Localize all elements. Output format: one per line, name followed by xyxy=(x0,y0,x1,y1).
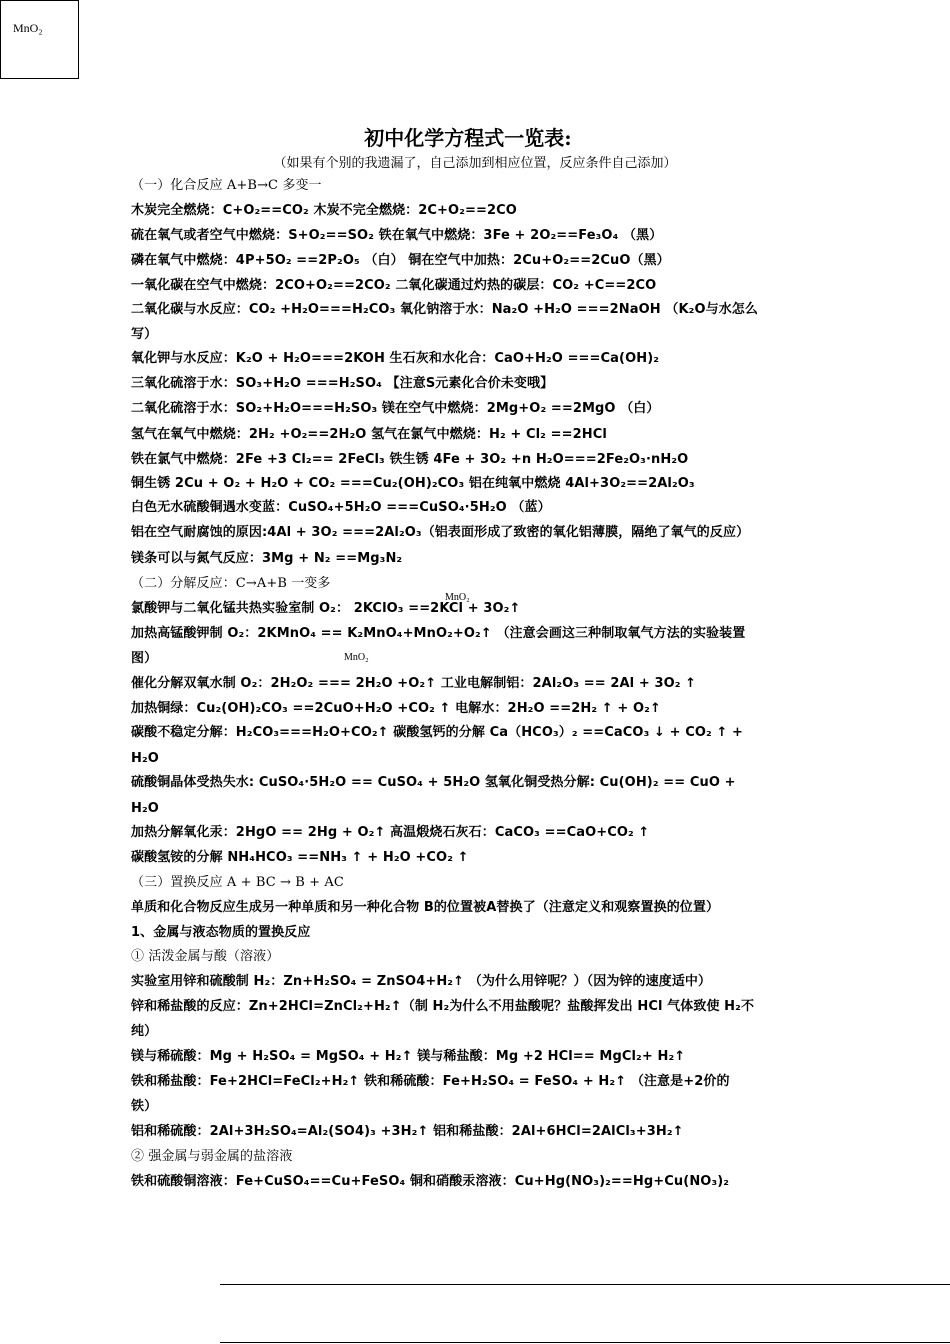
equation-line: H₂O xyxy=(131,751,159,766)
equation-line: H₂O xyxy=(131,801,159,816)
equation-line: 锌和稀盐酸的反应：Zn+2HCl=ZnCl₂+H₂↑（制 H₂为什么不用盐酸呢？盐酸挥发出 HCl 气体致使 H₂不 xyxy=(131,999,755,1014)
equation-line: 镁条可以与氮气反应：3Mg + N₂ ==Mg₃N₂ xyxy=(131,551,403,566)
catalyst-note: MnO₂ xyxy=(344,652,369,663)
section-heading: （三）置换反应 A + BC → B + AC xyxy=(131,875,344,890)
page-title: 初中化学方程式一览表: xyxy=(364,126,572,150)
corner-box xyxy=(0,0,79,79)
equation-line: 氯酸钾与二氧化锰共热实验室制 O₂： 2KClO₃ ==2KCl + 3O₂↑ xyxy=(131,601,521,616)
corner-box-label: MnO₂ xyxy=(13,21,43,35)
equation-line: 二氧化硫溶于水：SO₂+H₂O===H₂SO₃ 镁在空气中燃烧：2Mg+O₂ ==2MgO （白） xyxy=(131,401,660,416)
equation-line: 催化分解双氧水制 O₂：2H₂O₂ === 2H₂O +O₂↑ 工业电解制铝：2Al₂O₃ == 2Al + 3O₂ ↑ xyxy=(131,676,697,691)
equation-line: 镁与稀硫酸：Mg + H₂SO₄ = MgSO₄ + H₂↑ 镁与稀盐酸：Mg +2 HCl== MgCl₂+ H₂↑ xyxy=(131,1049,686,1064)
equation-line: 磷在氧气中燃烧：4P+5O₂ ==2P₂O₅ （白） 铜在空气中加热：2Cu+O₂==2CuO（黑） xyxy=(131,253,670,268)
equation-line: 木炭完全燃烧：C+O₂==CO₂ 木炭不完全燃烧：2C+O₂==2CO xyxy=(131,203,517,218)
equation-line: 加热高锰酸钾制 O₂：2KMnO₄ == K₂MnO₄+MnO₂+O₂↑ （注意会画这三种制取氧气方法的实验装置 xyxy=(131,626,746,641)
equation-line: 纯） xyxy=(131,1024,158,1039)
equation-line: 铝和稀硫酸：2Al+3H₂SO₄=Al₂(SO4)₃ +3H₂↑ 铝和稀盐酸：2Al+6HCl=2AlCl₃+3H₂↑ xyxy=(131,1124,684,1139)
footer-rule xyxy=(220,1342,950,1343)
equation-line: 图） xyxy=(131,651,158,666)
equation-line: 硫在氧气或者空气中燃烧：S+O₂==SO₂ 铁在氧气中燃烧：3Fe + 2O₂==Fe₃O₄ （黑） xyxy=(131,228,663,243)
subsection-heading: 1、金属与液态物质的置换反应 xyxy=(131,925,311,940)
equation-line: 铝在空气耐腐蚀的原因:4Al + 3O₂ ===2Al₂O₃（铝表面形成了致密的氧化铝薄膜，隔绝了氧气的反应） xyxy=(131,525,750,540)
equation-line: 碳酸不稳定分解：H₂CO₃===H₂O+CO₂↑ 碳酸氢钙的分解 Ca（HCO₃）₂ ==CaCO₃ ↓ + CO₂ ↑ + xyxy=(131,725,744,740)
equation-line: 单质和化合物反应生成另一种单质和另一种化合物 B的位置被A替换了（注意定义和观察置换的位置） xyxy=(131,900,720,915)
equation-line: 铁在氯气中燃烧：2Fe +3 Cl₂== 2FeCl₃ 铁生锈 4Fe + 3O₂ +n H₂O===2Fe₂O₃·nH₂O xyxy=(131,452,689,467)
section-heading: （一）化合反应 A+B→C 多变一 xyxy=(131,178,322,193)
equation-line: 氢气在氧气中燃烧：2H₂ +O₂==2H₂O 氢气在氯气中燃烧：H₂ + Cl₂ ==2HCl xyxy=(131,427,607,442)
equation-line: 写） xyxy=(131,327,158,342)
catalyst-note: MnO₂ xyxy=(445,592,470,603)
equation-line: 氧化钾与水反应：K₂O + H₂O===2KOH 生石灰和水化合：CaO+H₂O ===Ca(OH)₂ xyxy=(131,351,660,366)
footer-rule xyxy=(220,1284,950,1285)
equation-line: 加热铜绿：Cu₂(OH)₂CO₃ ==2CuO+H₂O +CO₂ ↑ 电解水：2H₂O ==2H₂ ↑ + O₂↑ xyxy=(131,701,661,716)
subsection-heading: ② 强金属与弱金属的盐溶液 xyxy=(131,1149,293,1164)
equation-line: 加热分解氧化汞：2HgO == 2Hg + O₂↑ 高温煅烧石灰石：CaCO₃ ==CaO+CO₂ ↑ xyxy=(131,825,650,840)
equation-line: 二氧化碳与水反应：CO₂ +H₂O===H₂CO₃ 氧化钠溶于水：Na₂O +H₂O ===2NaOH （K₂O与水怎么 xyxy=(131,302,759,317)
equation-line: 实验室用锌和硫酸制 H₂：Zn+H₂SO₄ = ZnSO4+H₂↑ （为什么用锌呢？）（因为锌的速度适中） xyxy=(131,974,712,989)
equation-line: 碳酸氢铵的分解 NH₄HCO₃ ==NH₃ ↑ + H₂O +CO₂ ↑ xyxy=(131,850,469,865)
equation-line: 铁和硫酸铜溶液：Fe+CuSO₄==Cu+FeSO₄ 铜和硝酸汞溶液：Cu+Hg(NO₃)₂==Hg+Cu(NO₃)₂ xyxy=(131,1174,730,1189)
equation-line: 白色无水硫酸铜遇水变蓝：CuSO₄+5H₂O ===CuSO₄·5H₂O （蓝） xyxy=(131,500,551,515)
equation-line: 一氧化碳在空气中燃烧：2CO+O₂==2CO₂ 二氧化碳通过灼热的碳层：CO₂ +C==2CO xyxy=(131,278,657,293)
section-heading: （二）分解反应：C→A+B 一变多 xyxy=(131,576,331,591)
subsection-heading: ① 活泼金属与酸（溶液） xyxy=(131,949,280,964)
equation-line: 三氧化硫溶于水：SO₃+H₂O ===H₂SO₄ 【注意S元素化合价未变哦】 xyxy=(131,376,554,391)
equation-line: 铁和稀盐酸：Fe+2HCl=FeCl₂+H₂↑ 铁和稀硫酸：Fe+H₂SO₄ = FeSO₄ + H₂↑ （注意是+2价的 xyxy=(131,1074,730,1089)
equation-line: 铜生锈 2Cu + O₂ + H₂O + CO₂ ===Cu₂(OH)₂CO₃ 铝在纯氧中燃烧 4Al+3O₂==2Al₂O₃ xyxy=(131,476,695,491)
page-subtitle: （如果有个别的我遗漏了，自己添加到相应位置，反应条件自己添加） xyxy=(273,156,677,171)
equation-line: 硫酸铜晶体受热失水: CuSO₄·5H₂O == CuSO₄ + 5H₂O 氢氧化铜受热分解: Cu(OH)₂ == CuO + xyxy=(131,775,736,790)
equation-line: 铁） xyxy=(131,1099,158,1114)
